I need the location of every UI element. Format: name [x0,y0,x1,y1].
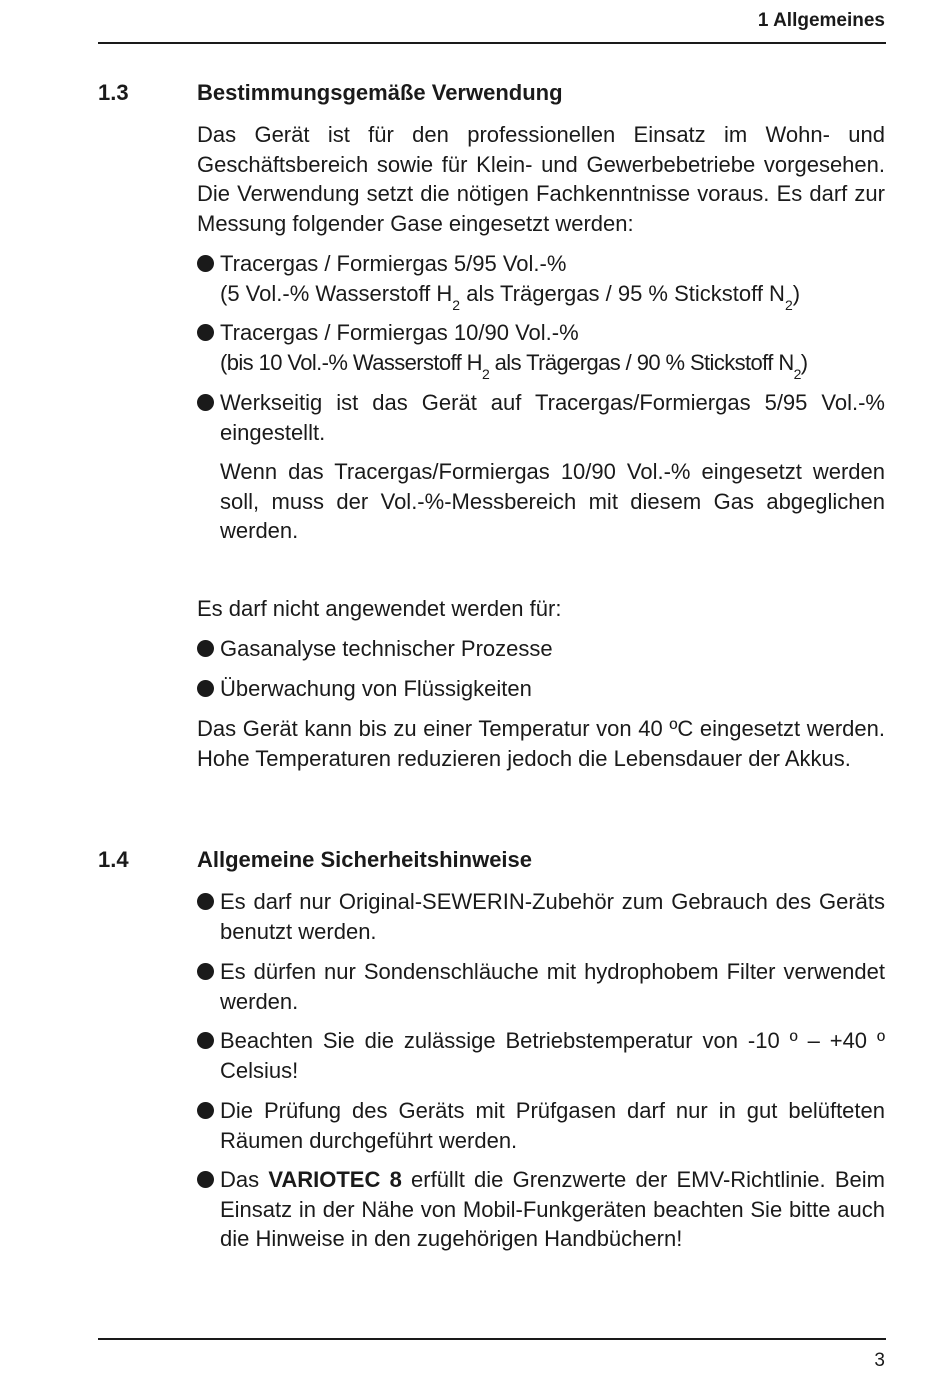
section-title: Allgemeine Sicherheitshinweise [197,847,533,872]
running-head: 1 Allgemeines [757,10,885,31]
safety-item: Beachten Sie die zulässige Betriebstemperatur von -10 º – +40 º Celsius! [197,1026,885,1085]
not-for-intro: Es darf nicht angewendet werden für: [197,596,562,621]
gas-1-composition: (5 Vol.-% Wasserstoff $H_2$ als Trägergas / 95 % Stickstoff $N_2$) [220,280,801,313]
safety-item: Es dürfen nur Sondenschläuche mit hydrophobem Filter verwendet werden. [197,957,885,1016]
gas-1-line: Tracergas / Formiergas 5/95 Vol.-% [220,251,567,276]
temperature-note: Das Gerät kann bis zu einer Temperatur von 40 ºC eingesetzt werden. Hohe Temperaturen reduzieren jedoch die Lebensdauer der Akkus. [197,716,885,771]
safety-item: Es darf nur Original-SEWERIN-Zubehör zum Gebrauch des Geräts benutzt werden. [197,887,885,946]
safety-item-emv: Das VARIOTEC 8 erfüllt die Grenzwerte der EMV-Richtlinie. Beim Einsatz in der Nähe von Mobil-Funkgeräten beachten Sie bitte auch die Hinweise in den zugehörigen Handbüchern! [197,1165,885,1254]
bullet-icon [197,680,214,697]
bullet-icon [197,640,214,657]
bullet-icon [197,255,214,272]
calibration-note: Wenn das Tracergas/Formiergas 10/90 Vol.-% eingesetzt werden soll, muss der Vol.-%-Messbereich mit diesem Gas abgeglichen werden. [220,459,885,543]
gas-2-line: Tracergas / Formiergas 10/90 Vol.-% [220,320,579,345]
bullet-icon [197,1032,214,1049]
list-item-gas-1 [197,249,885,311]
list-item-gas-2 [197,318,885,380]
gas-2-composition: (bis 10 Vol.-% Wasserstoff $H_2$ als Trägergas / 90 % Stickstoff $N_2$) [220,349,808,382]
page-number: 3 [874,1350,885,1371]
bullet-icon [197,1102,214,1119]
list-item-factory-setting: Werkseitig ist das Gerät auf Tracergas/Formiergas 5/95 Vol.-% eingestellt. [197,388,885,447]
section-number: 1.3 [98,80,129,105]
bullet-icon [197,1171,214,1188]
footer-rule [98,1338,886,1340]
product-name: VARIOTEC 8 [268,1167,402,1192]
bullet-icon [197,963,214,980]
list-item-not-for: Gasanalyse technischer Prozesse [197,634,885,664]
list-item-not-for: Überwachung von Flüssigkeiten [197,674,885,704]
intro-paragraph: Das Gerät ist für den professionellen Einsatz im Wohn- und Geschäftsbereich sowie für Klein- und Gewerbebetriebe vorgesehen. Die Verwendung setzt die nötigen Fachkenntnisse voraus. Es darf zur Messung folgender Gase eingesetzt werden: [197,122,885,236]
bullet-icon [197,893,214,910]
header-rule [98,42,886,44]
section-title: Bestimmungsgemäße Verwendung [197,80,563,105]
safety-item: Die Prüfung des Geräts mit Prüfgasen darf nur in gut belüfteten Räumen durchgeführt werden. [197,1096,885,1155]
bullet-icon [197,324,214,341]
section-number: 1.4 [98,847,129,872]
bullet-icon [197,394,214,411]
